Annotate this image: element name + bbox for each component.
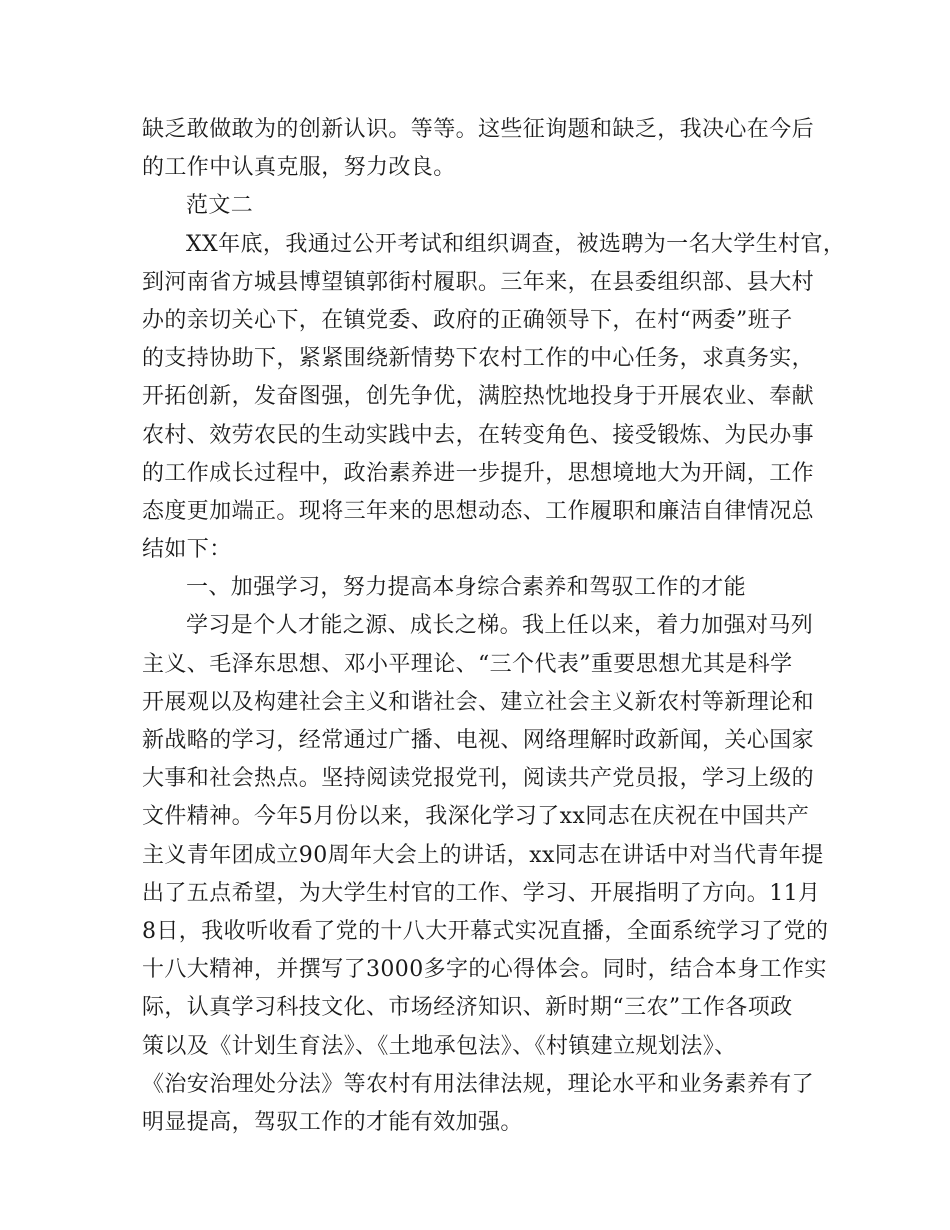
text-line: 新战略的学习，经常通过广播、电视、网络理解时政新闻，关心国家	[142, 728, 815, 753]
text-line: 策以及《计划生育法》、《土地承包法》、《村镇建立规划法》、	[142, 1033, 737, 1059]
text-line: 主义青年团成立90周年大会上的讲话，xx同志在讲话中对当代青年提	[142, 842, 824, 868]
text-line: 际，认真学习科技文化、市场经济知识、新时期“三农”工作各项政	[142, 995, 793, 1021]
section-heading: 范文二	[186, 193, 254, 219]
text-line: 大事和社会热点。坚持阅读党报党刊，阅读共产党员报，学习上级的	[142, 766, 815, 792]
text-line: 的工作成长过程中，政治素养进一步提升，思想境地大为开阔，工作	[142, 460, 815, 486]
text-line: 开拓创新，发奋图强，创先争优，满腔热忱地投身于开展农业、奉献	[142, 384, 815, 410]
text-line: 十八大精神，并撰写了3000多字的心得体会。同时，结合本身工作实	[142, 957, 827, 983]
section-heading: 一、加强学习，努力提高本身综合素养和驾驭工作的才能	[186, 575, 747, 601]
text-line: 缺乏敢做敢为的创新认识。等等。这些征询题和缺乏，我决心在今后	[142, 117, 815, 142]
document-body	[142, 111, 846, 1142]
text-line: 开展观以及构建社会主义和谐社会、建立社会主义新农村等新理论和	[142, 689, 815, 715]
text-line: 8日，我收听收看了党的十八大开幕式实况直播，全面系统学习了党的	[142, 918, 829, 944]
text-line: XX年底，我通过公开考试和组织调查，被选聘为一名大学生村官，	[186, 231, 846, 257]
text-line: 的工作中认真克服，努力改良。	[142, 155, 456, 181]
text-line: 学习是个人才能之源、成长之梯。我上任以来，着力加强对马列	[186, 613, 814, 639]
text-line: 明显提高，驾驭工作的才能有效加强。	[142, 1109, 523, 1135]
text-line: 农村、效劳农民的生动实践中去，在转变角色、接受锻炼、为民办事	[142, 422, 815, 448]
text-line: 出了五点希望，为大学生村官的工作、学习、开展指明了方向。11月	[142, 880, 821, 906]
text-line: 的支持协助下，紧紧围绕新情势下农村工作的中心任务，求真务实，	[142, 346, 815, 372]
text-line: 《治安治理处分法》等农村有用法律法规，理论水平和业务素养有了	[142, 1071, 815, 1097]
text-line: 到河南省方城县博望镇郭街村履职。三年来，在县委组织部、县大村	[142, 269, 815, 295]
text-line: 结如下：	[142, 537, 232, 563]
text-line: 办的亲切关心下，在镇党委、政府的正确领导下，在村“两委”班子	[142, 307, 793, 333]
text-line: 文件精神。今年5月份以来，我深化学习了xx同志在庆祝在中国共产	[142, 804, 810, 830]
text-line: 态度更加端正。现将三年来的思想动态、工作履职和廉洁自律情况总	[142, 498, 815, 524]
text-line: 主义、毛泽东思想、邓小平理论、“三个代表”重要思想尤其是科学	[142, 651, 793, 677]
